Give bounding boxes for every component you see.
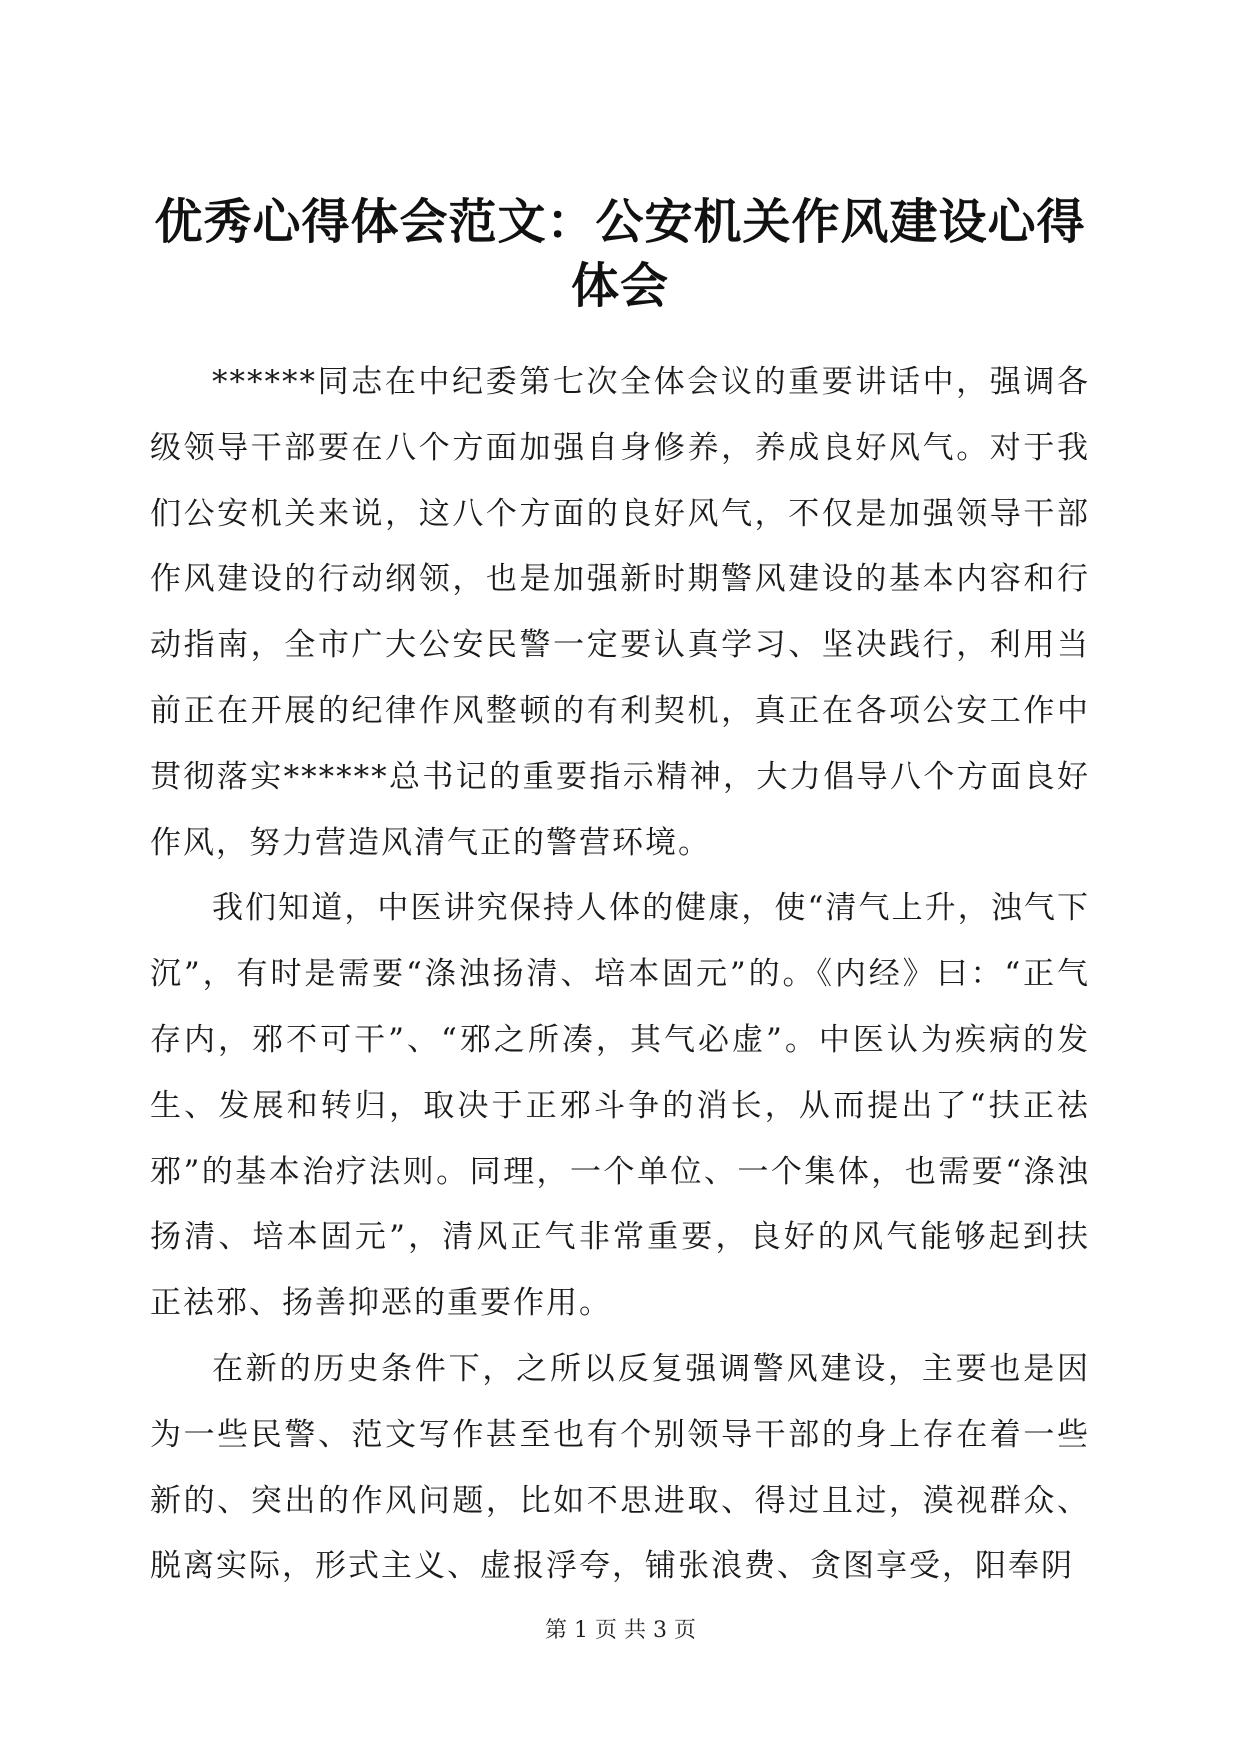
paragraph-1: ******同志在中纪委第七次全体会议的重要讲话中，强调各级领导干部要在八个方面加强自身修养，养成良好风气。对于我们公安机关来说，这八个方面的良好风气，不仅是加强领导干部作风建设的行动纲领，也是加强新时期警风建设的基本内容和行动指南，全市广大公安民警一定要认真学习、坚决践行，利用当前正在开展的纪律作风整顿的有利契机，真正在各项公安工作中贯彻落实******总书记的重要指示精神，大力倡导八个方面良好作风，努力营造风清气正的警营环境。 — [150, 364, 1090, 861]
document-body — [150, 350, 1090, 1600]
paragraph-3: 在新的历史条件下，之所以反复强调警风建设，主要也是因为一些民警、范文写作甚至也有个别领导干部的身上存在着一些新的、突出的作风问题，比如不思进取、得过且过，漠视群众、脱离实际，形式主义、虚报浮夸，铺张浪费、贪图享受，阳奉阴 — [150, 1350, 1090, 1585]
document-title: 优秀心得体会范文：公安机关作风建设心得体会 — [154, 194, 1086, 314]
paragraph-2: 我们知道，中医讲究保持人体的健康，使“清气上升，浊气下沉”，有时是需要“涤浊扬清、培本固元”的。《内经》曰：“正气存内，邪不可干”、“邪之所凑，其气必虚”。中医认为疾病的发生、发展和转归，取决于正邪斗争的消长，从而提出了“扶正祛邪”的基本治疗法则。同理，一个单位、一个集体，也需要“涤浊扬清、培本固元”，清风正气非常重要，良好的风气能够起到扶正祛邪、扬善抑恶的重要作用。 — [150, 890, 1090, 1322]
page-number-footer: 第 1 页 共 3 页 — [545, 1618, 696, 1643]
